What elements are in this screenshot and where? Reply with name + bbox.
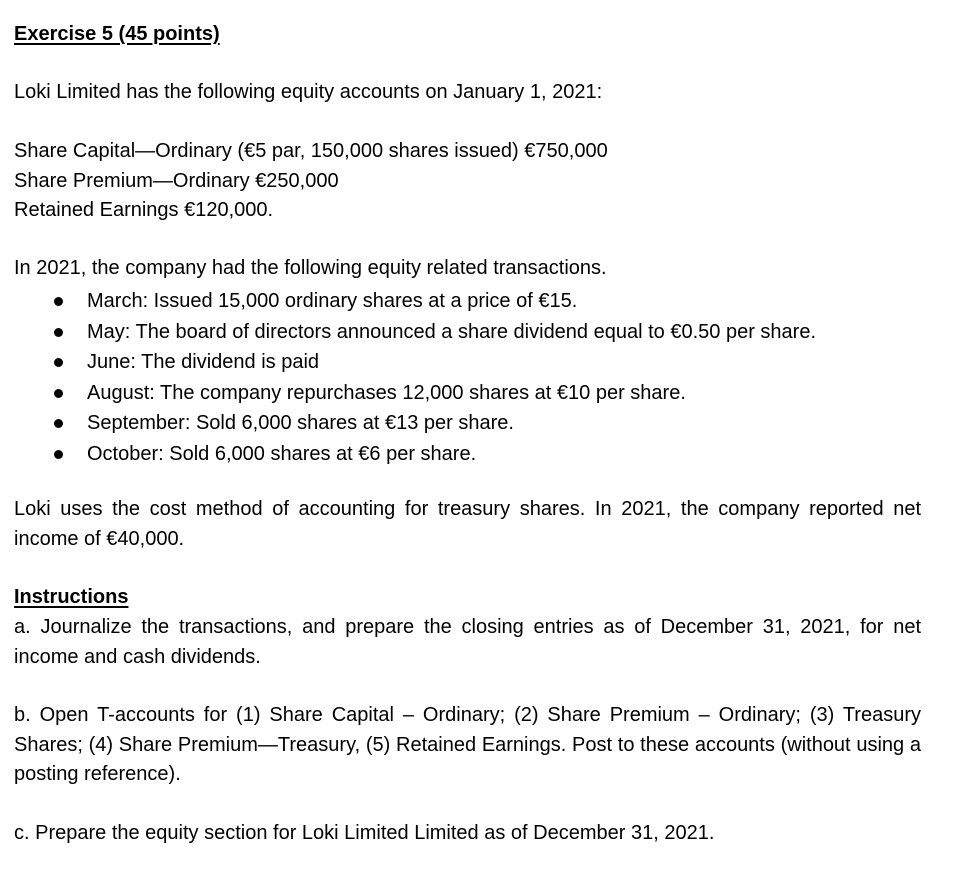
transaction-june: June: The dividend is paid <box>87 351 320 374</box>
account-share-premium: Share Premium—Ordinary €250,000 <box>14 170 339 192</box>
intro-text: Loki Limited has the following equity accounts on January 1, 2021: <box>14 81 603 103</box>
instructions-heading: Instructions <box>14 586 129 608</box>
transaction-may: May: The board of directors announced a share dividend equal to €0.50 per share. <box>87 320 816 343</box>
bullet-icon <box>54 389 63 398</box>
bullet-icon <box>54 328 63 337</box>
instruction-c: c. Prepare the equity section for Loki Limited Limited as of December 31, 2021. <box>14 822 715 844</box>
transactions-intro: In 2021, the company had the following equity related transactions. <box>14 257 607 279</box>
instruction-a: a. Journalize the transactions, and prepare the closing entries as of December 31, 2021, for net income and cash dividends. <box>14 616 921 668</box>
transaction-august: August: The company repurchases 12,000 shares at €10 per share. <box>87 381 686 404</box>
transaction-september: September: Sold 6,000 shares at €13 per share. <box>87 412 514 435</box>
bullet-icon <box>54 419 63 428</box>
exercise-title: Exercise 5 (45 points) <box>14 23 220 45</box>
account-retained-earnings: Retained Earnings €120,000. <box>14 199 274 221</box>
bullet-icon <box>54 450 63 459</box>
bullet-icon <box>54 358 63 367</box>
transaction-march: March: Issued 15,000 ordinary shares at a price of €15. <box>87 290 578 312</box>
bullet-icon <box>54 297 63 306</box>
method-note: Loki uses the cost method of accounting for treasury shares. In 2021, the company reported net income of €40,000. <box>14 498 921 550</box>
account-share-capital: Share Capital—Ordinary (€5 par, 150,000 shares issued) €750,000 <box>14 140 608 162</box>
instruction-b: b. Open T-accounts for (1) Share Capital – Ordinary; (2) Share Premium – Ordinary; (3) Treasury Shares; (4) Share Premium—Treasury, (5) Retained Earnings. Post to these accounts (without using a posting reference). <box>14 704 921 785</box>
transaction-october: October: Sold 6,000 shares at €6 per share. <box>87 442 477 465</box>
